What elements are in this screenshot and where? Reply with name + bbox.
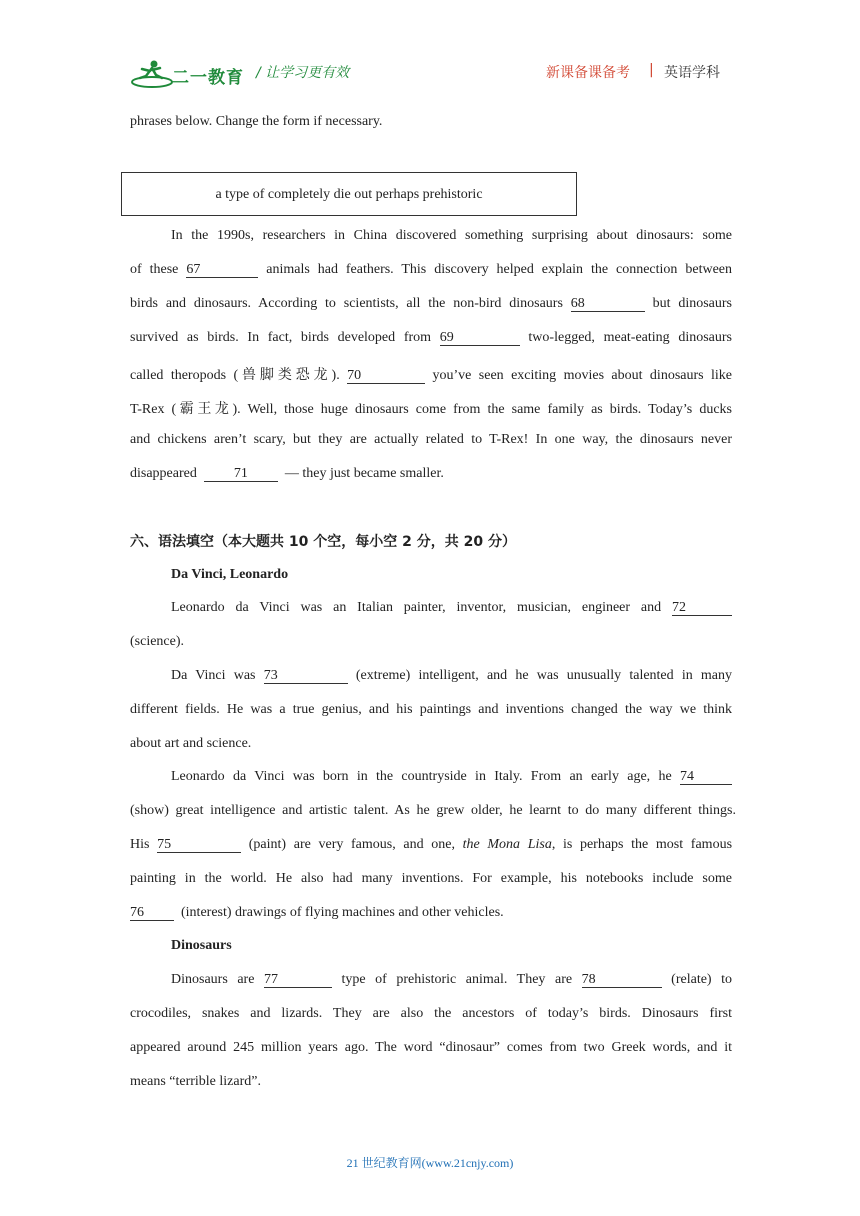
passage-line: survived as birds. In fact, birds developed from 69 two-legged, meat-eating dinosaurs: [130, 330, 733, 345]
blank-73[interactable]: 73: [264, 669, 348, 684]
blank-69[interactable]: 69: [440, 331, 520, 346]
passage-line: disappeared 71 — they just became smaller.: [130, 466, 444, 481]
passage-line: different fields. He was a true genius, and his paintings and inventions changed the way we think: [130, 702, 732, 717]
passage-line: of these 67 animals had feathers. This discovery helped explain the connection between: [130, 262, 732, 277]
blank-77[interactable]: 77: [264, 973, 332, 988]
passage-line: (science).: [130, 634, 185, 649]
page-header: [0, 0, 860, 100]
footer-link[interactable]: 21 世纪教育网(www.21cnjy.com): [346, 1156, 514, 1170]
blank-68[interactable]: 68: [571, 297, 645, 312]
word-box: a type of completely die out perhaps prehistoric: [121, 172, 577, 216]
passage-line: In the 1990s, researchers in China discovered something surprising about dinosaurs: some: [171, 228, 732, 243]
passage-line: T-Rex (霸王龙). Well, those huge dinosaurs come from the same family as birds. Today’s ducks: [130, 402, 732, 417]
passage-line: Dinosaurs are 77 type of prehistoric animal. They are 78 (relate) to: [171, 972, 733, 987]
header-course-label: 新课备课备考: [546, 65, 630, 81]
passage-line: and chickens aren’t scary, but they are actually related to T-Rex! In one way, the dinosaurs never: [130, 432, 732, 447]
slogan: / 让学习更有效: [256, 65, 350, 81]
intro-text: phrases below. Change the form if necessary.: [130, 114, 383, 129]
brand-name: 二一教育: [172, 68, 244, 88]
header-subject: 英语学科: [664, 65, 720, 81]
passage-line: appeared around 245 million years ago. The word “dinosaur” comes from two Greek words, and it: [130, 1040, 732, 1055]
passage-line: called theropods (兽脚类恐龙). 70 you’ve seen exciting movies about dinosaurs like: [130, 368, 732, 383]
blank-70[interactable]: 70: [347, 369, 425, 384]
blank-74[interactable]: 74: [680, 770, 732, 785]
subheading-davinci: Da Vinci, Leonardo: [171, 567, 289, 582]
subheading-dinosaurs: Dinosaurs: [171, 938, 232, 953]
blank-78[interactable]: 78: [582, 973, 662, 988]
blank-75[interactable]: 75: [157, 838, 241, 853]
blank-76[interactable]: 76: [130, 906, 174, 921]
blank-67[interactable]: 67: [186, 263, 258, 278]
passage-line: birds and dinosaurs. According to scientists, all the non-bird dinosaurs 68 but dinosaurs: [130, 296, 732, 311]
passage-line: Leonardo da Vinci was born in the countryside in Italy. From an early age, he 74: [130, 769, 732, 785]
blank-72[interactable]: 72: [672, 601, 732, 616]
blank-71[interactable]: 71: [204, 467, 278, 482]
passage-line: about art and science.: [130, 736, 252, 751]
section-title: 六、语法填空（本大题共 10 个空，每小空 2 分，共 20 分）: [130, 534, 516, 550]
passage-line: (show) great intelligence and artistic talent. As he grew older, he learnt to do many different things.: [130, 803, 736, 818]
header-separator: |: [649, 62, 654, 78]
passage-line: painting in the world. He also had many inventions. For example, his notebooks include some: [130, 871, 732, 886]
passage-line: Leonardo da Vinci was an Italian painter, inventor, musician, engineer and 72: [130, 600, 732, 616]
passage-line: crocodiles, snakes and lizards. They are also the ancestors of today’s birds. Dinosaurs first: [130, 1006, 732, 1021]
passage-line: Da Vinci was 73 (extreme) intelligent, and he was unusually talented in many: [171, 668, 733, 683]
passage-line: means “terrible lizard”.: [130, 1074, 261, 1089]
passage-line: His 75 (paint) are very famous, and one, the Mona Lisa, is perhaps the most famous: [130, 837, 733, 852]
passage-line: 76 (interest) drawings of flying machines and other vehicles.: [130, 905, 504, 920]
